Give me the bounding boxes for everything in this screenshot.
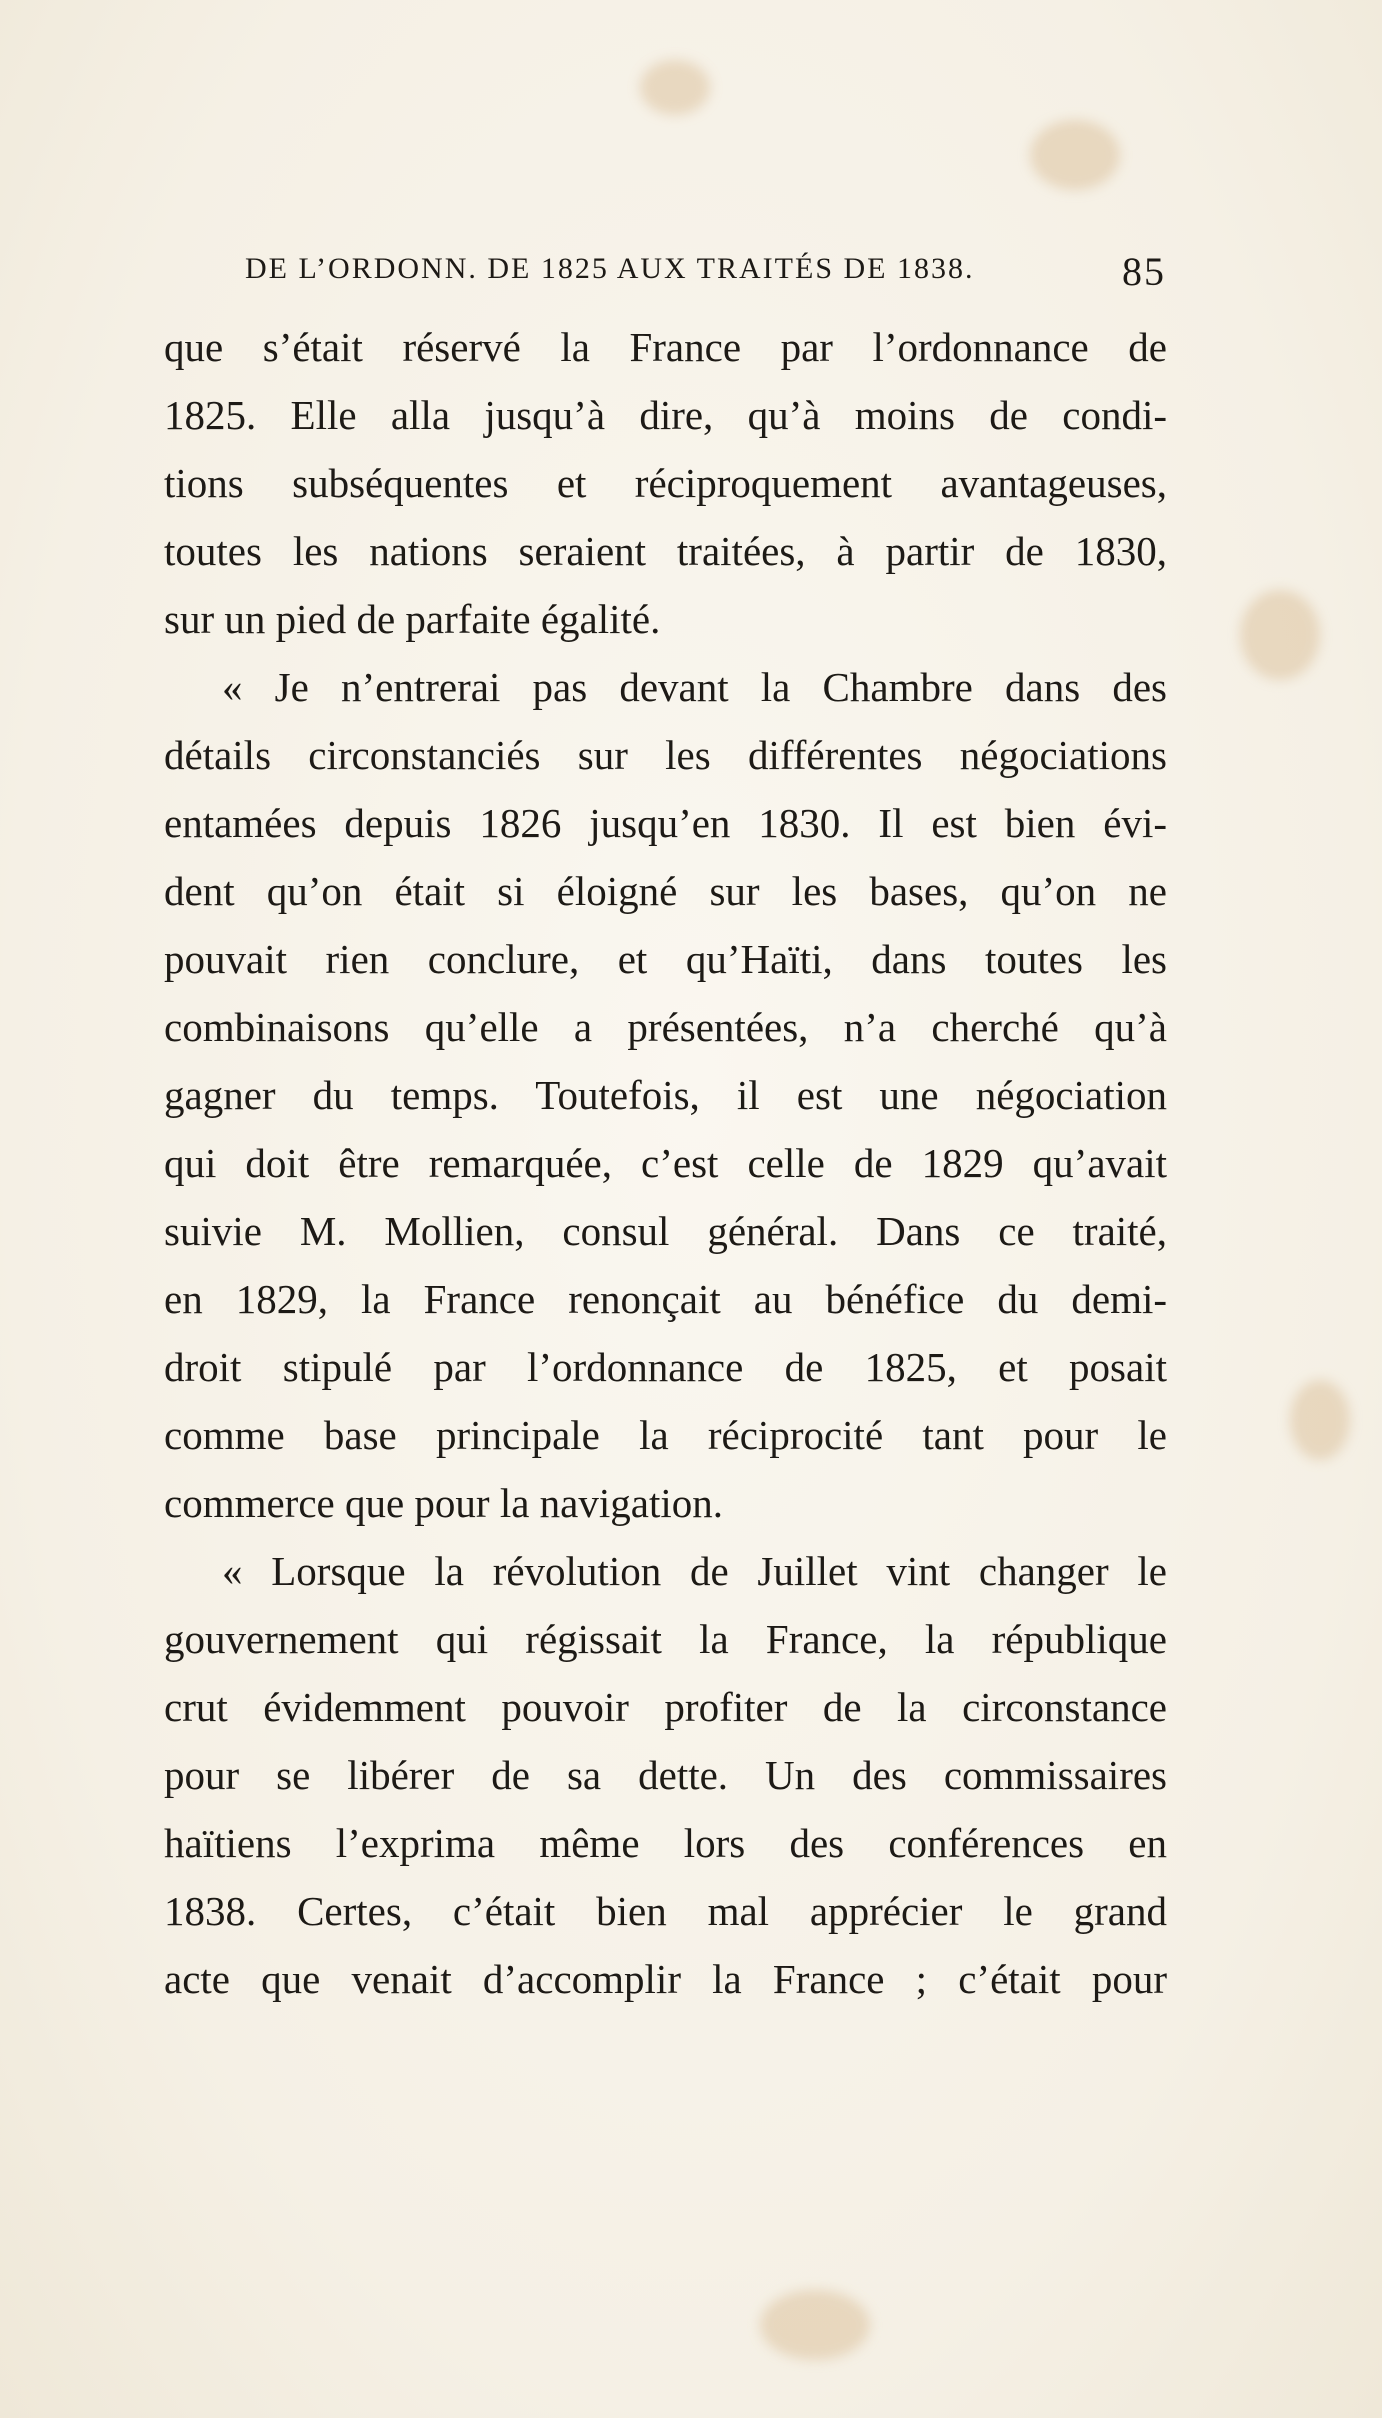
text-line: sur un pied de parfaite égalité. xyxy=(164,596,661,642)
text-line: commerce que pour la navigation. xyxy=(164,1480,723,1526)
text-line: 1825. Elle alla jusqu’à dire, qu’à moins de condi- xyxy=(164,392,1167,438)
paper-stain xyxy=(640,60,710,115)
text-line: crut évidemment pouvoir profiter de la circonstance xyxy=(164,1684,1167,1730)
text-line: détails circonstanciés sur les différentes négociations xyxy=(164,732,1167,778)
paper-stain xyxy=(1290,1380,1350,1460)
text-line: combinaisons qu’elle a présentées, n’a cherché qu’à xyxy=(164,1004,1167,1050)
running-title: DE L’ORDONN. DE 1825 AUX TRAITÉS DE 1838. xyxy=(245,252,975,285)
text-line: comme base principale la réciprocité tant pour le xyxy=(164,1412,1167,1458)
text-line: droit stipulé par l’ordonnance de 1825, et posait xyxy=(164,1344,1167,1390)
text-line: haïtiens l’exprima même lors des conférences en xyxy=(164,1820,1167,1866)
page-number: 85 xyxy=(1122,249,1166,294)
text-line: « Lorsque la révolution de Juillet vint changer le xyxy=(222,1548,1167,1594)
text-line: « Je n’entrerai pas devant la Chambre dans des xyxy=(222,664,1167,710)
text-line: entamées depuis 1826 jusqu’en 1830. Il est bien évi- xyxy=(164,800,1167,846)
text-line: pour se libérer de sa dette. Un des commissaires xyxy=(164,1752,1167,1798)
text-line: gagner du temps. Toutefois, il est une négociation xyxy=(164,1072,1167,1118)
text-line: toutes les nations seraient traitées, à partir de 1830, xyxy=(164,528,1167,574)
text-line: tions subséquentes et réciproquement avantageuses, xyxy=(164,460,1167,506)
text-line: suivie M. Mollien, consul général. Dans ce traité, xyxy=(164,1208,1167,1254)
text-line: gouvernement qui régissait la France, la république xyxy=(164,1616,1167,1662)
paper-stain xyxy=(760,2290,870,2360)
text-line: en 1829, la France renonçait au bénéfice du demi- xyxy=(164,1276,1167,1322)
text-line: pouvait rien conclure, et qu’Haïti, dans toutes les xyxy=(164,936,1167,982)
text-line: qui doit être remarquée, c’est celle de 1829 qu’avait xyxy=(164,1140,1167,1186)
paper-stain xyxy=(1030,120,1120,190)
body-text xyxy=(164,313,1167,2013)
text-line: que s’était réservé la France par l’ordonnance de xyxy=(164,324,1167,370)
text-line: acte que venait d’accomplir la France ; c’était pour xyxy=(164,1956,1167,2002)
text-line: 1838. Certes, c’était bien mal apprécier le grand xyxy=(164,1888,1167,1934)
page-header xyxy=(165,240,1165,300)
paper-stain xyxy=(1240,590,1320,680)
text-line: dent qu’on était si éloigné sur les bases, qu’on ne xyxy=(164,868,1167,914)
